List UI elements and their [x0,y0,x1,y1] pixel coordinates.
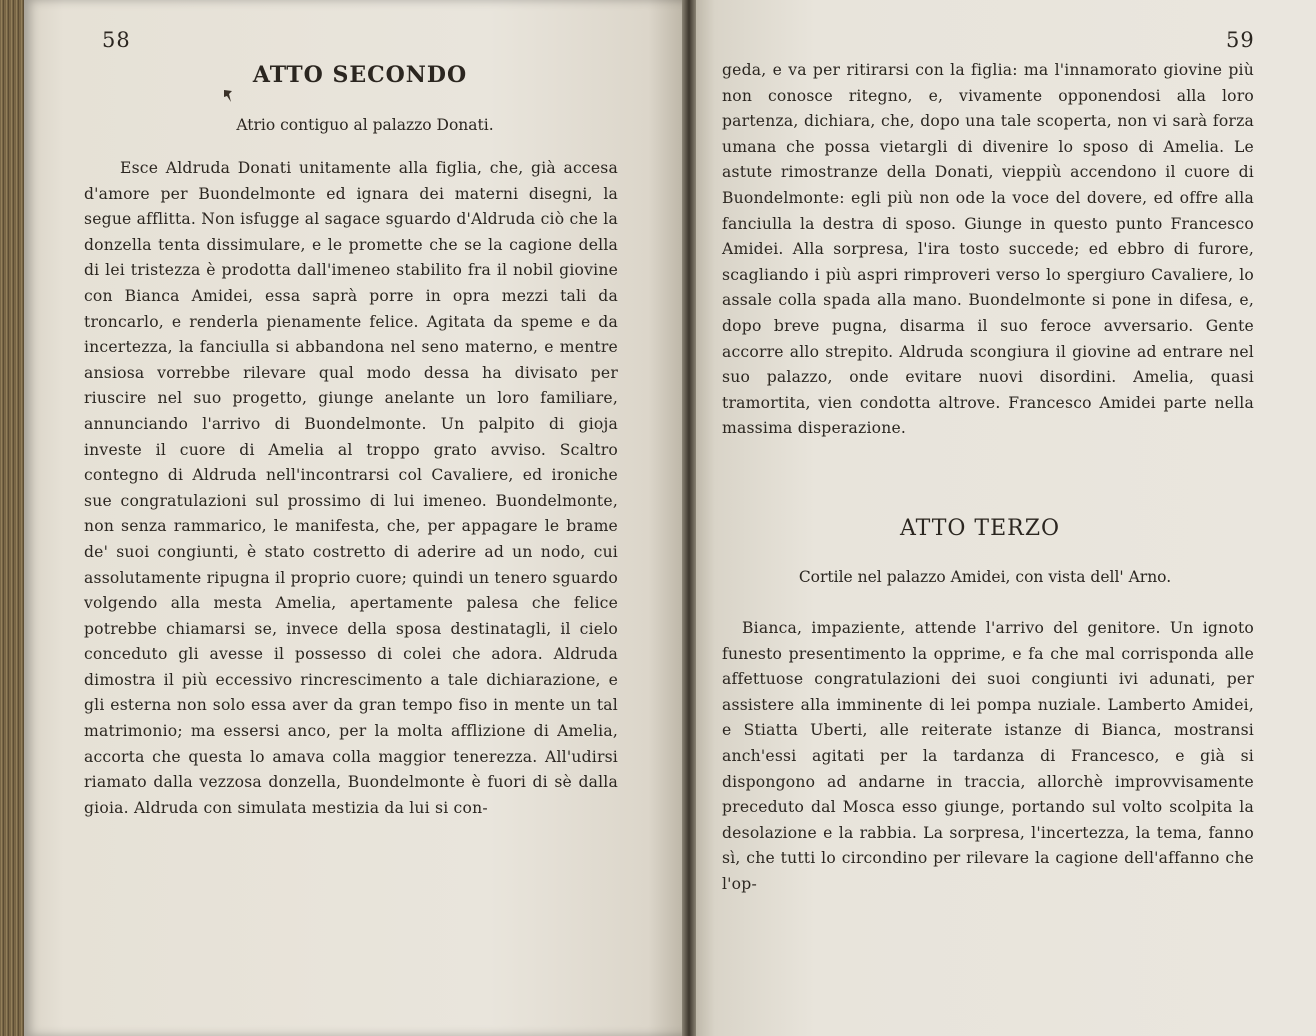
act-two-scene-heading: Atrio contiguo al palazzo Donati. [236,116,494,134]
act-two-title: ATTO SECONDO [252,62,468,88]
left-page-number: 58 [102,28,131,52]
book-gutter [682,0,696,1036]
right-page-number: 59 [1226,28,1255,52]
act-two-synopsis-continued: geda, e va per ritirarsi con la figlia: ma l'innamorato giovine più non conosce ritegno, e, vivamente opponendosi alla loro partenza, dichiara, che, dopo una tale scoperta, non vi sarà forza umana che possa vietargli di divenire lo sposo di Amelia. Le astute rimostranze della Donati, vieppiù accendono il cuore di Buondelmonte: egli più non ode la voce del dovere, ed offre alla fanciulla la destra di sposo. Giunge in questo punto Francesco Amidei. Alla sorpresa, l'ira tosto succede; ed ebbro di furore, scagliando i più aspri rimproveri verso lo spergiuro Cavaliere, lo assale colla spada alla mano. Buondelmonte si pone in difesa, e, dopo breve pugna, disarma il suo feroce avversario. Gente accorre allo strepito. Aldruda scongiura il giovine ad entrare nel suo palazzo, onde evitare nuovi disordini. Amelia, quasi tramortita, vien condotta altrove. Francesco Amidei parte nella massima disperazione. [722,61,1254,438]
act-two-synopsis: Esce Aldruda Donati unitamente alla figlia, che, già accesa d'amore per Buondelmonte ed ignara dei materni disegni, la segue afflitta. Non isfugge al sagace sguardo d'Aldruda ciò che la donzella tenta dissimulare, e le promette che se la cagione della di lei tristezza è prodotta dall'imeneo stabilito fra il nobil giovine con Bianca Amidei, essa saprà porre in opra mezzi tali da troncarlo, e renderla pienamente felice. Agitata da speme e da incertezza, la fanciulla si abbandona nel seno materno, e mentre ansiosa vorrebbe rilevare qual modo dessa ha divisato per riuscire nel suo progetto, giunge anelante un loro familiare, annunciando l'arrivo di Buondelmonte. Un palpito di gioja investe il cuore di Amelia al troppo grato avviso. Scaltro contegno di Aldruda nell'incontrarsi col Cavaliere, ed ironiche sue congratulazioni sul prossimo di lui imeneo. Buondelmonte, non senza rammarico, le manifesta, che, per appagare le brame de' suoi congiunti, è stato costretto di aderire ad un nodo, cui assolutamente ripugna il proprio cuore; quindi un tenero sguardo volgendo alla mesta Amelia, apertamente palesa che felice potrebbe chiamarsi se, invece della sposa destinatagli, il cielo conceduto gli avesse il possesso di colei che adora. Aldruda dimostra il più eccessivo rincrescimento a tale dichiarazione, e gli esterna non solo essa aver da gran tempo fiso in mente un tal matrimonio; ma essersi anco, per la molta afflizione di Amelia, accorta che questa lo amava colla maggior tenerezza. All'udirsi riamato dalla vezzosa donzella, Buondelmonte è fuori di sè dalla gioia. Aldruda con simulata mestizia da lui si con- [84,159,618,817]
act-three-title: ATTO TERZO [899,516,1061,541]
act-three-scene-heading: Cortile nel palazzo Amidei, con vista dell' Arno. [798,568,1172,586]
act-three-synopsis: Bianca, impaziente, attende l'arrivo del genitore. Un ignoto funesto presentimento la opprime, e fa che mal corrisponda alle affettuose congratulazioni dei suoi congiunti ivi adunati, per assistere alla imminente di lei pompa nuziale. Lamberto Amidei, e Stiatta Uberti, alle reiterate istanze di Bianca, mostransi anch'essi agitati per la tardanza di Francesco, e già si dispongono ad andarne in traccia, allorchè improvvisamente preceduto dal Mosca esso giunge, portando sul volto scolpita la desolazione e la rabbia. La sorpresa, l'incertezza, la tema, fanno sì, che tutti lo circondino per rilevare la cagione dell'affanno che l'op- [722,619,1254,893]
ink-mark-icon [222,88,234,104]
